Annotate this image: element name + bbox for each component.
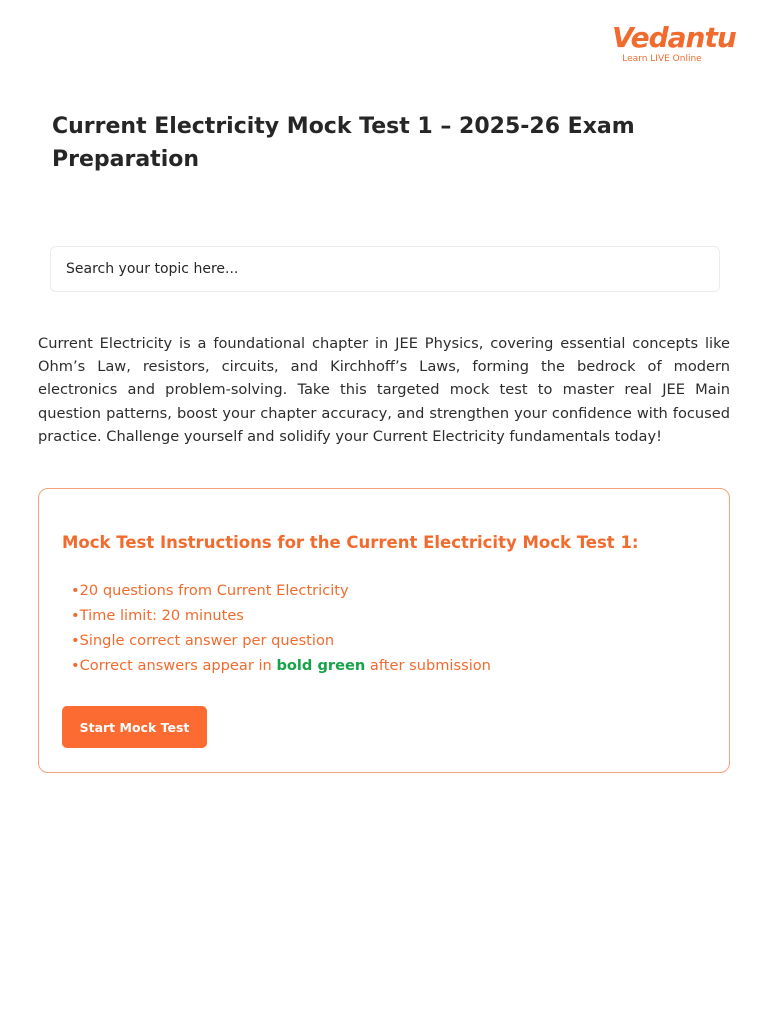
search-box[interactable] — [50, 246, 720, 292]
instructions-card — [38, 488, 730, 773]
start-mock-test-button[interactable]: Start Mock Test — [62, 706, 207, 748]
instruction-item: • Single correct answer per question — [71, 628, 491, 653]
instructions-title: Mock Test Instructions for the Current Electricity Mock Test 1: — [62, 533, 639, 552]
instruction-item: • Time limit: 20 minutes — [71, 603, 491, 628]
page-title: Current Electricity Mock Test 1 – 2025-26 Exam Preparation — [52, 114, 635, 172]
instruction-prefix: Correct answers appear in — [79, 657, 277, 674]
vedantu-logo[interactable] — [612, 20, 736, 64]
instruction-item: • 20 questions from Current Electricity — [71, 578, 491, 603]
bold-green-text: bold green — [276, 657, 366, 674]
intro-paragraph: Current Electricity is a foundational chapter in JEE Physics, covering essential concepts like Ohm’s Law, resistors, circuits, and Kirchhoff’s Laws, forming the bedrock of modern electronics and problem-solving. Take this targeted mock test to master real JEE Main question patterns, boost your chapter accuracy, and strengthen your confidence with focused practice. Challenge yourself and solidify your Current Electricity fundamentals today! — [38, 335, 730, 445]
search-input[interactable] — [51, 247, 719, 291]
instruction-item-highlight — [71, 653, 491, 678]
logo-tagline: Learn LIVE Online — [622, 54, 702, 64]
logo-wordmark: Vedantu — [612, 21, 736, 54]
instructions-list — [71, 578, 491, 678]
instruction-suffix: after submission — [365, 657, 491, 674]
